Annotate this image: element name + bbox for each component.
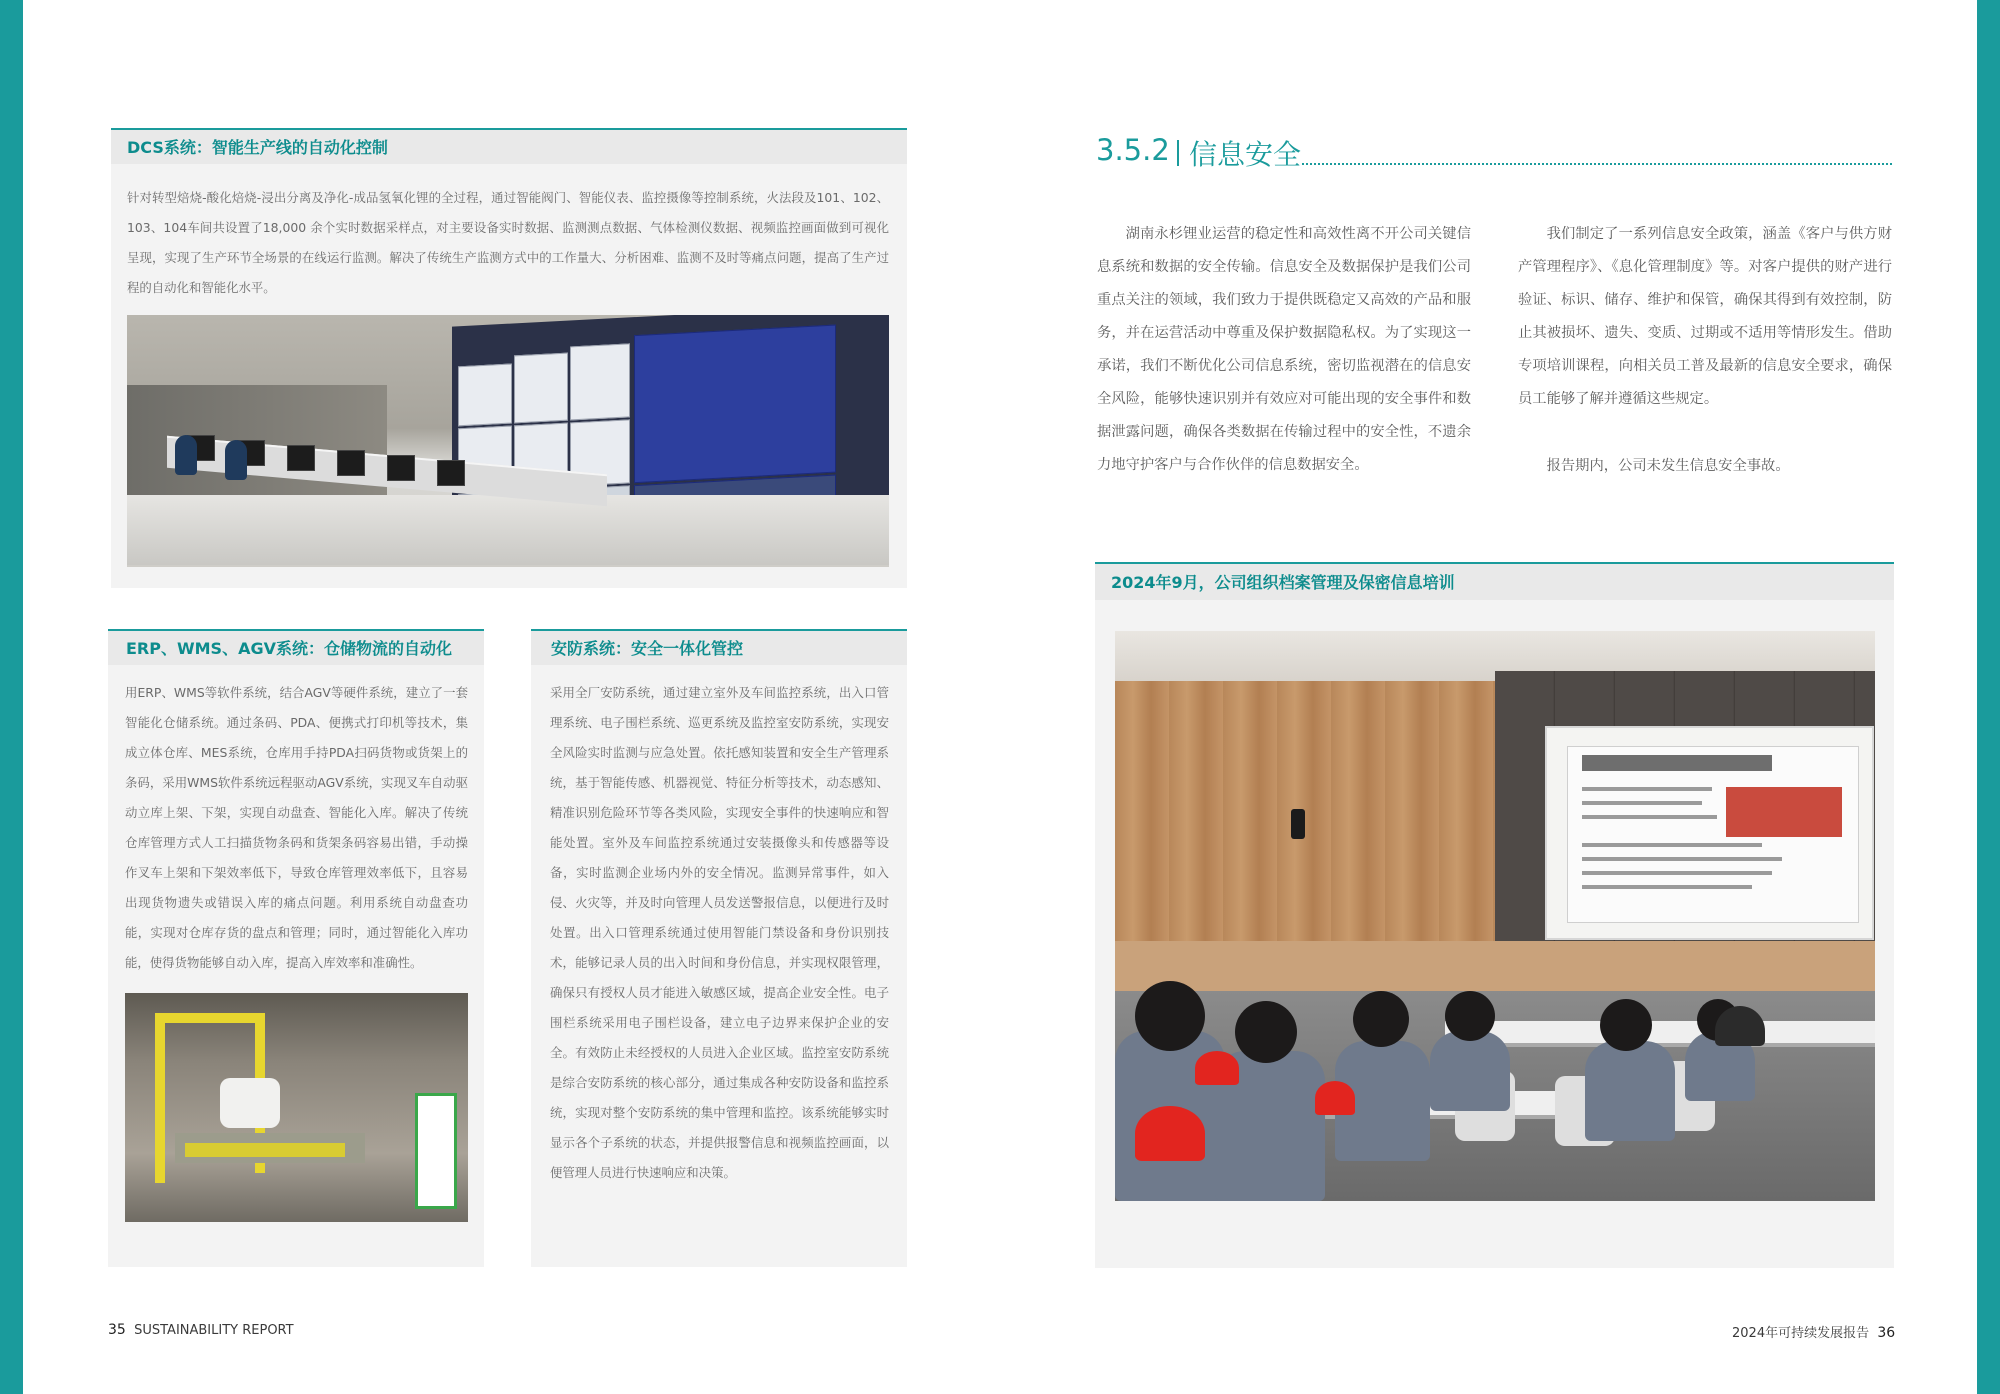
dcs-panel-body: 针对转型焙烧-酸化焙烧-浸出分离及净化-成品氢氧化锂的全过程，通过智能阀门、智能仪表、监控摄像等控制系统，火法段及101、102、103、104车间共设置了18,000 余个实时数据采样点，对主要设备实时数据、监测测点数据、气体检测仪数据、视频监控画面做到可视化呈现，实现了生产环节全场景的在线运行监测。解决了传统生产监测方式中的工作量大、分析困难、监测不及时等痛点问题，提高了生产过程的自动化和智能化水平。 bbox=[127, 190, 889, 295]
projection-screen bbox=[1545, 726, 1874, 940]
right-page-number: 36 bbox=[1877, 1325, 1896, 1341]
info-security-column-2-para-1: 我们制定了一系列信息安全政策，涵盖《客户与供方财产管理程序》、《息化管理制度》等。对客户提供的财产进行验证、标识、储存、维护和保管，确保其得到有效控制，防止其被损坏、遗失、变质、过期或不适用等情形发生。借助专项培训课程，向相关员工普及最新的信息安全要求，确保员工能够了解并遵循这些规定。 bbox=[1518, 226, 1892, 407]
erp-panel-body: 用ERP、WMS等软件系统，结合AGV等硬件系统，建立了一套智能化仓储系统。通过条码、PDA、便携式打印机等技术，集成立体仓库、MES系统，仓库用手持PDA扫码货物或货架上的条码，采用WMS软件系统远程驱动AGV系统，实现叉车自动驱动立库上架、下架，实现自动盘查、智能化入库。解决了传统仓库管理方式人工扫描货物条码和货架条码容易出错，手动操作叉车上架和下架效率低下，导致仓库管理效率低下，且容易出现货物遗失或错误入库的痛点问题。利用系统自动盘查功能，实现对仓库存货的盘点和管理；同时，通过智能化入库功能，使得货物能够自动入库，提高入库效率和准确性。 bbox=[125, 685, 468, 970]
info-security-column-2-para-2: 报告期内，公司未发生信息安全事故。 bbox=[1546, 458, 1790, 474]
operator-figure bbox=[225, 440, 247, 480]
left-footer-label: SUSTAINABILITY REPORT bbox=[134, 1323, 294, 1338]
dcs-control-room-photo bbox=[127, 315, 889, 567]
section-dotted-rule bbox=[1302, 163, 1892, 165]
right-footer bbox=[1732, 1322, 1895, 1341]
operator-figure bbox=[175, 435, 197, 475]
right-footer-label: 2024年可持续发展报告 bbox=[1732, 1326, 1870, 1341]
training-caption: 2024年9月，公司组织档案管理及保密信息培训 bbox=[1095, 562, 1894, 600]
info-security-column-1: 湖南永杉锂业运营的稳定性和高效性离不开公司关键信息系统和数据的安全传输。信息安全及数据保护是我们公司重点关注的领域，我们致力于提供既稳定又高效的产品和服务，并在运营活动中尊重及保护数据隐私权。为了实现这一承诺，我们不断优化公司信息系统，密切监视潜在的信息安全风险，能够快速识别并有效应对可能出现的安全事件和数据泄露问题，确保各类数据在传输过程中的安全性，不遗余力地守护客户与合作伙伴的信息数据安全。 bbox=[1097, 226, 1471, 473]
dcs-panel bbox=[111, 128, 907, 588]
security-panel bbox=[531, 629, 907, 1267]
erp-panel-title: ERP、WMS、AGV系统：仓储物流的自动化 bbox=[108, 629, 484, 665]
erp-panel bbox=[108, 629, 484, 1267]
wall-speaker bbox=[1291, 809, 1305, 839]
right-edge-band bbox=[1977, 0, 2000, 1394]
training-photo bbox=[1115, 631, 1875, 1201]
left-edge-band bbox=[0, 0, 23, 1394]
section-number: 3.5.2 bbox=[1096, 133, 1170, 167]
section-title: 信息安全 bbox=[1189, 138, 1302, 171]
section-divider bbox=[1177, 140, 1179, 166]
security-panel-body: 采用全厂安防系统，通过建立室外及车间监控系统，出入口管理系统、电子围栏系统、巡更系统及监控室安防系统，实现安全风险实时监测与应急处置。依托感知装置和安全生产管理系统，基于智能传感、机器视觉、特征分析等技术，动态感知、精准识别危险环节等各类风险，实现安全事件的快速响应和智能处置。室外及车间监控系统通过安装摄像头和传感器等设备，实时监测企业场内外的安全情况。监测异常事件，如入侵、火灾等，并及时向管理人员发送警报信息，以便进行及时处置。出入口管理系统通过使用智能门禁设备和身份识别技术，能够记录人员的出入时间和身份信息，并实现权限管理，确保只有授权人员才能进入敏感区域，提高企业安全性。电子围栏系统采用电子围栏设备，建立电子边界来保护企业的安全。有效防止未经授权的人员进入企业区域。监控室安防系统是综合安防系统的核心部分，通过集成各种安防设备和监控系统，实现对整个安防系统的集中管理和监控。该系统能够实时显示各个子系统的状态，并提供报警信息和视频监控画面，以便管理人员进行快速响应和决策。 bbox=[550, 685, 889, 1180]
warehouse-photo bbox=[125, 993, 468, 1222]
slide-title-bar bbox=[1582, 755, 1772, 771]
left-page-number: 35 bbox=[108, 1322, 126, 1338]
security-panel-title: 安防系统：安全一体化管控 bbox=[531, 629, 907, 665]
training-panel bbox=[1095, 562, 1894, 1268]
dcs-panel-title: DCS系统：智能生产线的自动化控制 bbox=[111, 128, 907, 164]
left-footer bbox=[108, 1322, 294, 1338]
